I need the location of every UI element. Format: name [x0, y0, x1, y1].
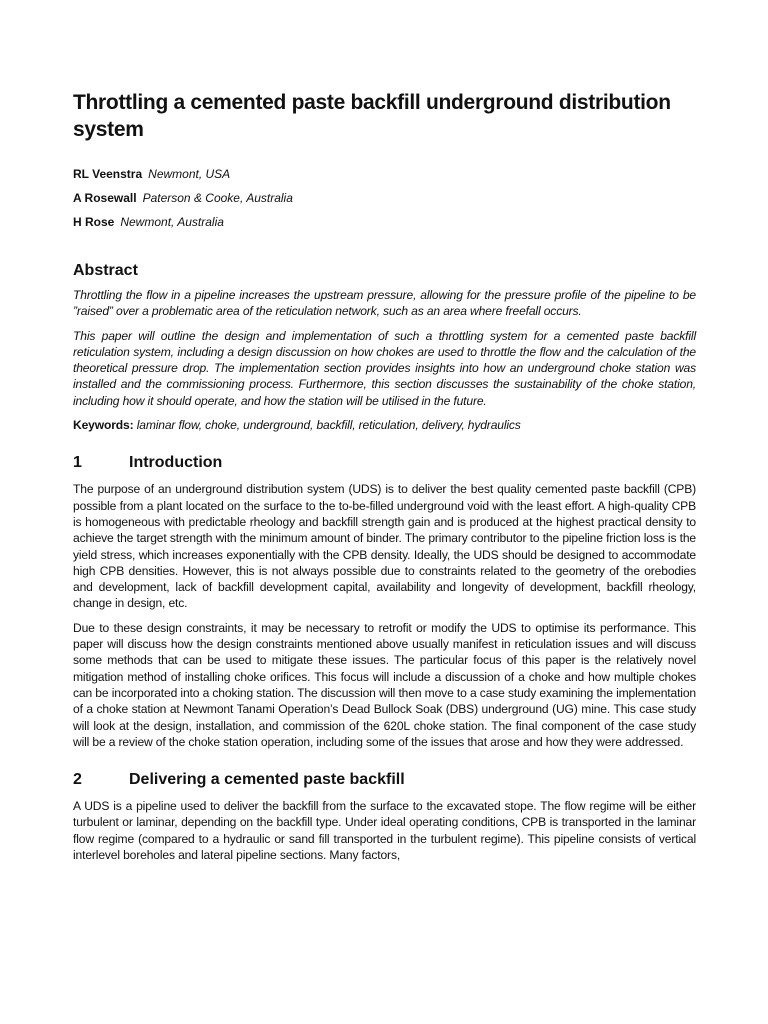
author-name: A Rosewall: [73, 191, 137, 205]
section-title: Introduction: [129, 454, 223, 472]
author-affiliation: Newmont, USA: [148, 167, 231, 181]
section-title: Delivering a cemented paste backfill: [129, 771, 405, 789]
keywords-label: Keywords:: [73, 418, 134, 433]
author-entry: [73, 215, 696, 229]
abstract-heading: Abstract: [73, 262, 138, 279]
author-name: H Rose: [73, 215, 115, 229]
author-affiliation: Newmont, Australia: [120, 215, 224, 229]
section-number: 1: [73, 454, 82, 472]
author-list: [73, 167, 696, 229]
abstract-paragraph: This paper will outline the design and implementation of such a throttling system for a cemented paste backfill reticulation system, including a design discussion on how chokes are used to throttle the flow and the calculation of the theoretical pressure drop. The implementation section provides insights into how an underground choke station was installed and the commissioning process. Furthermore, this section discusses the sustainability of the choke station, including how it should operate, and how the station will be utilised in the future.: [73, 328, 696, 408]
body-paragraph: Due to these design constraints, it may be necessary to retrofit or modify the UDS to optimise its performance. This paper will discuss how the design constraints mentioned above usually manifest in reticulation issues and will discuss some methods that can be used to mitigate these issues. The particular focus of this paper is the relatively novel mitigation method of installing choke orifices. This focus will include a discussion of a choke and how multiple chokes can be incorporated into a choking station. The discussion will then move to a case study examining the implementation of a choke station at Newmont Tanami Operation’s Dead Bullock Soak (DBS) underground (UG) mine. This case study will look at the design, installation, and commission of the 620L choke station. The final component of the case study will be a review of the choke station operation, including some of the issues that arose and how they were addressed.: [73, 620, 696, 749]
author-entry: [73, 167, 696, 181]
paper-title: Throttling a cemented paste backfill underground distribution system: [73, 91, 671, 141]
section-heading: [73, 453, 696, 473]
keywords-text: laminar flow, choke, underground, backfill, reticulation, delivery, hydraulics: [136, 418, 521, 433]
author-name: RL Veenstra: [73, 167, 143, 181]
paper-content: [73, 89, 696, 871]
keywords-line: [73, 417, 696, 433]
author-affiliation: Paterson & Cooke, Australia: [142, 191, 293, 205]
section-heading: [73, 770, 696, 790]
body-paragraph: The purpose of an underground distribution system (UDS) is to deliver the best quality cemented paste backfill (CPB) possible from a plant located on the surface to the to-be-filled underground void with the least effort. A high-quality CPB is homogeneous with predictable rheology and backfill strength gain and is produced at the highest practical density to achieve the target strength with the minimum amount of binder. The primary contributor to the pipeline friction loss is the yield stress, which increases exponentially with the CPB density. Ideally, the UDS should be designed to accommodate high CPB densities. However, this is not always possible due to constraints related to the geometry of the orebodies and development, lack of backfill development capital, availability and longevity of development, backfill rheology, change in design, etc.: [73, 482, 696, 611]
author-entry: [73, 191, 696, 205]
body-paragraph: A UDS is a pipeline used to deliver the backfill from the surface to the excavated stope. The flow regime will be either turbulent or laminar, depending on the backfill type. Under ideal operating conditions, CPB is transported in the laminar flow regime (compared to a hydraulic or sand fill transported in the turbulent regime). This pipeline consists of vertical interlevel boreholes and lateral pipeline sections. Many factors,: [73, 799, 696, 863]
abstract-paragraph: Throttling the flow in a pipeline increases the upstream pressure, allowing for the pressure profile of the pipeline to be ”raised” over a problematic area of the reticulation network, such as an area where freefall occurs.: [73, 288, 696, 319]
section-number: 2: [73, 771, 82, 789]
